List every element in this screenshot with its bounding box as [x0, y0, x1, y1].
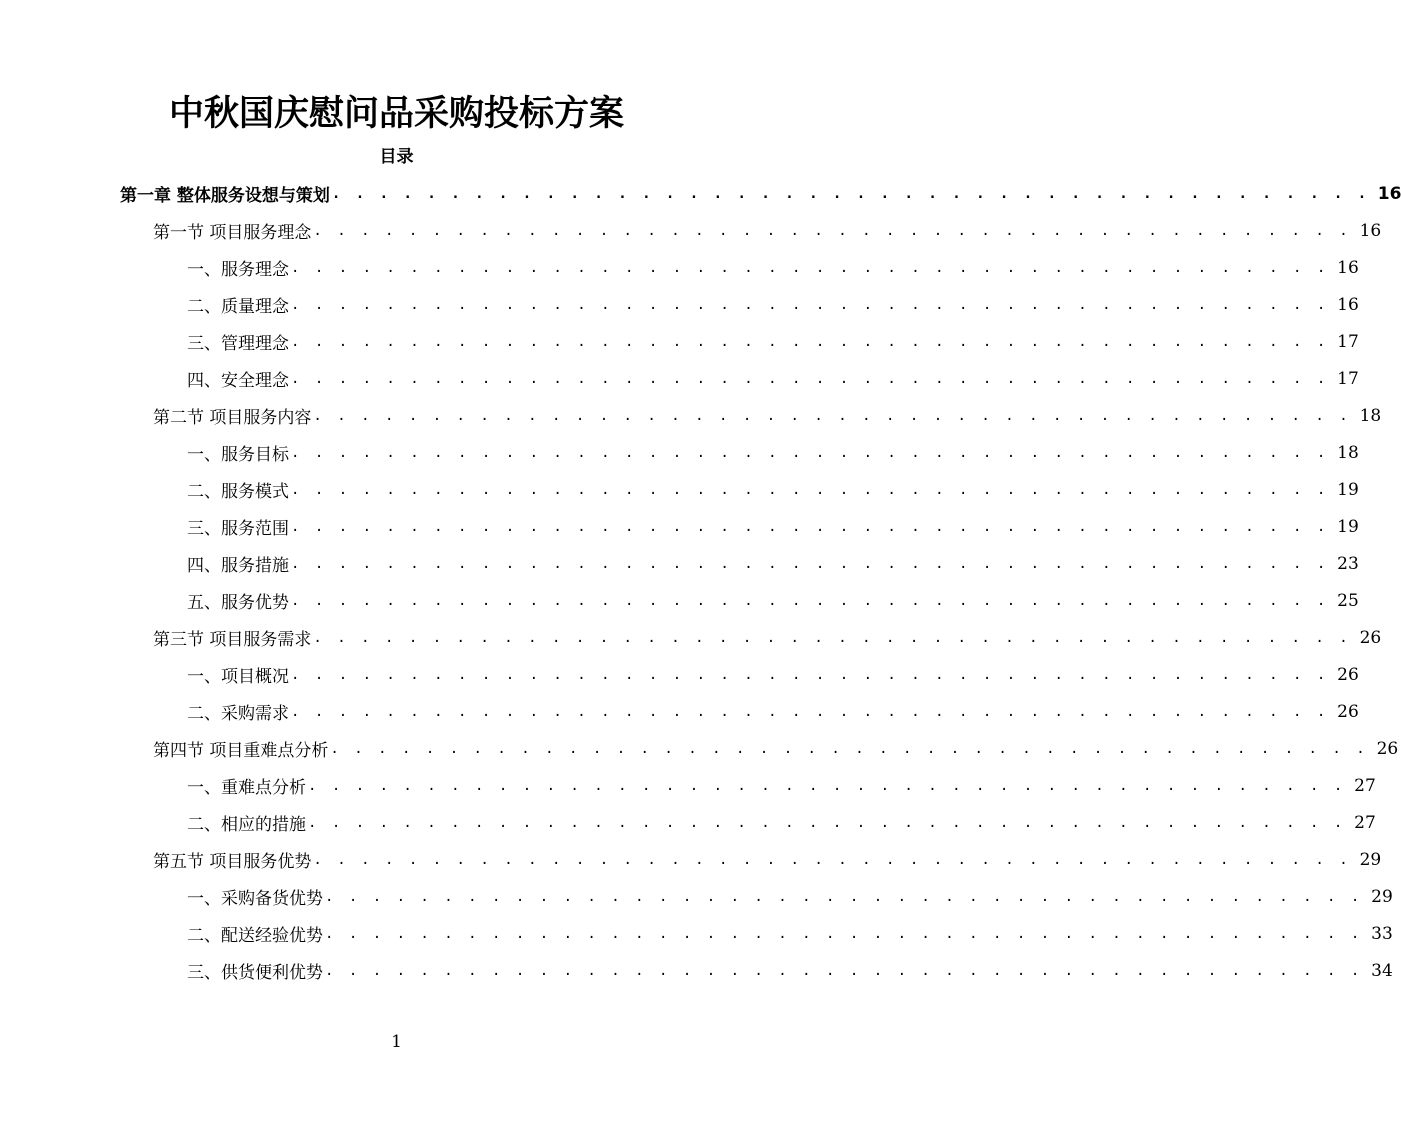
toc-entry-label: 一、重难点分析	[187, 778, 306, 798]
toc-entry-item[interactable]	[187, 545, 1359, 582]
toc-entry-item[interactable]	[187, 582, 1359, 619]
toc-dot-leader: . . . . . . . . . . . . . . . . . . . . . . . . . . . . . . . . . . . . . . . . . . . .	[291, 333, 1329, 350]
toc-entry-label: 五、服务优势	[187, 593, 289, 613]
toc-entry-section-2[interactable]	[153, 397, 1382, 434]
toc-entry-item[interactable]	[187, 323, 1359, 360]
toc-entry-page: 17	[1337, 331, 1359, 352]
toc-dot-leader: . . . . . . . . . . . . . . . . . . . . . . . . . . . . . . . . . . . . . . . . . . . .	[291, 481, 1329, 498]
toc-dot-leader: . . . . . . . . . . . . . . . . . . . . . . . . . . . . . . . . . . . . . . . . . . . .	[291, 703, 1329, 720]
toc-entry-item[interactable]	[187, 434, 1359, 471]
toc-entry-section-1[interactable]	[153, 212, 1382, 249]
toc-heading: 目录	[379, 147, 414, 167]
toc-entry-page: 16	[1337, 294, 1359, 315]
toc-dot-leader: . . . . . . . . . . . . . . . . . . . . . . . . . . . . . . . . . . . . . . . . . . . .	[313, 629, 1352, 646]
toc-entry-label: 一、项目概况	[187, 667, 289, 687]
page-number: 1	[391, 1032, 402, 1052]
toc-entry-label: 第一章 整体服务设想与策划	[120, 186, 330, 206]
toc-entry-label: 二、服务模式	[187, 482, 289, 502]
toc-dot-leader: . . . . . . . . . . . . . . . . . . . . . . . . . . . . . . . . . . . . . . . . . . . .	[308, 777, 1346, 794]
toc-dot-leader: . . . . . . . . . . . . . . . . . . . . . . . . . . . . . . . . . . . . . . . . . . . .	[291, 555, 1329, 572]
toc-entry-item[interactable]	[187, 952, 1393, 989]
toc-entry-item[interactable]	[187, 693, 1359, 730]
toc-dot-leader: . . . . . . . . . . . . . . . . . . . . . . . . . . . . . . . . . . . . . . . . . . . .	[313, 222, 1352, 239]
toc-entry-label: 第二节 项目服务内容	[153, 408, 312, 428]
toc-entry-label: 第一节 项目服务理念	[153, 223, 312, 243]
toc-entry-label: 第四节 项目重难点分析	[153, 741, 329, 761]
toc-entry-section-3[interactable]	[153, 619, 1382, 656]
toc-dot-leader: . . . . . . . . . . . . . . . . . . . . . . . . . . . . . . . . . . . . . . . . . . . .	[308, 814, 1346, 831]
toc-dot-leader: . . . . . . . . . . . . . . . . . . . . . . . . . . . . . . . . . . . . . . . . . . . .	[291, 444, 1329, 461]
toc-entry-label: 一、服务理念	[187, 260, 289, 280]
toc-entry-label: 二、相应的措施	[187, 815, 306, 835]
toc-entry-item[interactable]	[187, 656, 1359, 693]
toc-entry-item[interactable]	[187, 360, 1359, 397]
toc-entry-page: 25	[1337, 590, 1359, 611]
toc-dot-leader: . . . . . . . . . . . . . . . . . . . . . . . . . . . . . . . . . . . . . . . . . . . .	[291, 666, 1329, 683]
toc-entry-page: 26	[1337, 664, 1359, 685]
toc-entry-section-4[interactable]	[153, 730, 1399, 767]
toc-dot-leader: . . . . . . . . . . . . . . . . . . . . . . . . . . . . . . . . . . . . . . . . . . . .	[291, 259, 1329, 276]
toc-dot-leader: . . . . . . . . . . . . . . . . . . . . . . . . . . . . . . . . . . . . . . . . . . . .	[325, 925, 1363, 942]
toc-entry-item[interactable]	[187, 878, 1393, 915]
toc-entry-label: 一、服务目标	[187, 445, 289, 465]
toc-dot-leader: . . . . . . . . . . . . . . . . . . . . . . . . . . . . . . . . . . . . . . . . . . . .	[291, 518, 1329, 535]
toc-entry-page: 27	[1354, 812, 1376, 833]
toc-entry-page: 23	[1337, 553, 1359, 574]
toc-dot-leader: . . . . . . . . . . . . . . . . . . . . . . . . . . . . . . . . . . . . . . . . . . . .	[325, 962, 1363, 979]
toc-dot-leader: . . . . . . . . . . . . . . . . . . . . . . . . . . . . . . . . . . . . . . . . . . . .	[325, 888, 1363, 905]
toc-entry-item[interactable]	[187, 508, 1359, 545]
toc-entry-page: 18	[1337, 442, 1359, 463]
toc-entry-page: 29	[1359, 849, 1382, 870]
toc-entry-item[interactable]	[187, 471, 1359, 508]
toc-entry-page: 34	[1371, 960, 1393, 981]
toc-entry-label: 二、配送经验优势	[187, 926, 323, 946]
toc-entry-label: 二、质量理念	[187, 297, 289, 317]
toc-entry-page: 29	[1371, 886, 1393, 907]
toc-entry-page: 19	[1337, 516, 1359, 537]
toc-dot-leader: . . . . . . . . . . . . . . . . . . . . . . . . . . . . . . . . . . . . . . . . . . . .	[331, 185, 1370, 202]
toc-entry-label: 二、采购需求	[187, 704, 289, 724]
toc-entry-label: 三、供货便利优势	[187, 963, 323, 983]
toc-entry-page: 16	[1377, 183, 1401, 204]
document-title: 中秋国庆慰问品采购投标方案	[168, 94, 624, 134]
toc-entry-label: 一、采购备货优势	[187, 889, 323, 909]
toc-dot-leader: . . . . . . . . . . . . . . . . . . . . . . . . . . . . . . . . . . . . . . . . . . . .	[313, 407, 1352, 424]
toc-dot-leader: . . . . . . . . . . . . . . . . . . . . . . . . . . . . . . . . . . . . . . . . . . . .	[291, 592, 1329, 609]
toc-entry-item[interactable]	[187, 915, 1393, 952]
toc-entry-page: 19	[1337, 479, 1359, 500]
toc-entry-page: 16	[1359, 220, 1382, 241]
toc-entry-label: 四、服务措施	[187, 556, 289, 576]
toc-dot-leader: . . . . . . . . . . . . . . . . . . . . . . . . . . . . . . . . . . . . . . . . . . . .	[330, 740, 1369, 757]
toc-entry-section-5[interactable]	[153, 841, 1382, 878]
toc-entry-label: 三、服务范围	[187, 519, 289, 539]
toc-entry-item[interactable]	[187, 249, 1359, 286]
toc-entry-label: 第三节 项目服务需求	[153, 630, 312, 650]
toc-entry-page: 26	[1359, 627, 1382, 648]
toc-dot-leader: . . . . . . . . . . . . . . . . . . . . . . . . . . . . . . . . . . . . . . . . . . . .	[291, 296, 1329, 313]
toc-entry-item[interactable]	[187, 286, 1359, 323]
toc-entry-page: 17	[1337, 368, 1359, 389]
toc-entry-page: 18	[1359, 405, 1382, 426]
toc-dot-leader: . . . . . . . . . . . . . . . . . . . . . . . . . . . . . . . . . . . . . . . . . . . .	[313, 851, 1352, 868]
toc-entry-chapter-1[interactable]	[120, 175, 1401, 212]
toc-entry-page: 26	[1376, 738, 1399, 759]
toc-entry-label: 四、安全理念	[187, 371, 289, 391]
toc-entry-page: 33	[1371, 923, 1393, 944]
toc-entry-item[interactable]	[187, 804, 1376, 841]
toc-entry-label: 第五节 项目服务优势	[153, 852, 312, 872]
toc-entry-page: 27	[1354, 775, 1376, 796]
toc-entry-page: 16	[1337, 257, 1359, 278]
toc-entry-item[interactable]	[187, 767, 1376, 804]
toc-dot-leader: . . . . . . . . . . . . . . . . . . . . . . . . . . . . . . . . . . . . . . . . . . . .	[291, 370, 1329, 387]
toc-entry-page: 26	[1337, 701, 1359, 722]
toc-entry-label: 三、管理理念	[187, 334, 289, 354]
